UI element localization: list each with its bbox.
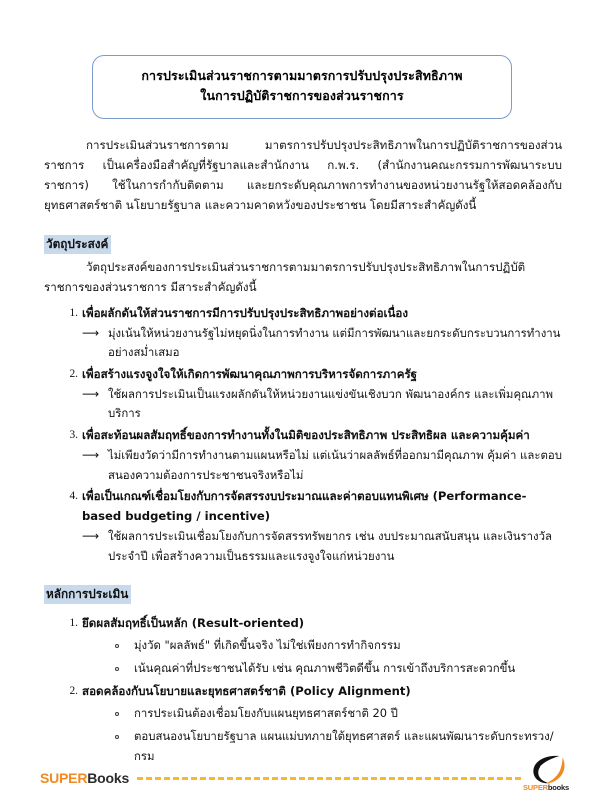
- section-intro-objectives: วัตถุประสงค์ของการประเมินส่วนราชการตามมาตรการปรับปรุงประสิทธิภาพในการปฏิบัติราชการของส่วนราชการ มีสาระสำคัญดังนี้: [44, 259, 526, 294]
- list-item-title: สอดคล้องกับนโยบายและยุทธศาสตร์ชาติ (Policy Alignment): [82, 684, 411, 698]
- logo-wordmark-super: SUPER: [523, 783, 548, 792]
- section-heading-objectives: วัตถุประสงค์: [44, 235, 111, 254]
- document-title-box: [92, 55, 512, 119]
- footer-divider: [137, 777, 521, 780]
- document-body: [44, 136, 562, 769]
- list-item-detail-text: ไม่เพียงวัดว่ามีการทำงานตามแผนหรือไม่ แต่เน้นว่าผลลัพธ์ที่ออกมามีคุณภาพ คุ้มค่า และตอบสนองความต้องการประชาชนจริงหรือไม่: [108, 447, 562, 482]
- list-item-detail: [82, 446, 562, 485]
- sub-list-item: การประเมินต้องเชื่อมโยงกับแผนยุทธศาสตร์ชาติ 20 ปี: [82, 704, 562, 724]
- list-item-detail-text: ใช้ผลการประเมินเป็นแรงผลักดันให้หน่วยงานแข่งขันเชิงบวก พัฒนาองค์กร และเพิ่มคุณภาพบริการ: [108, 386, 554, 421]
- list-item-title: เพื่อเป็นเกณฑ์เชื่อมโยงกับการจัดสรรงบประมาณและค่าตอบแทนพิเศษ (Performance-based budgeting / incentive): [82, 489, 527, 524]
- intro-paragraph: การประเมินส่วนราชการตาม มาตรการปรับปรุงประสิทธิภาพในการปฏิบัติราชการของส่วนราชการ เป็นเครื่องมือสำคัญที่รัฐบาลและสำนักงาน ก.พ.ร. (สำนักงานคณะกรรมการพัฒนาระบบราชการ) ใช้ในการกำกับติดตาม และยกระดับคุณภาพการทำงานของหน่วยงานรัฐให้สอดคล้องกับยุทธศาสตร์ชาติ นโยบายรัฐบาล และความคาดหวังของประชาชน โดยมีสาระสำคัญดังนี้: [44, 138, 562, 212]
- logo-wordmark: [523, 783, 569, 792]
- arrow-right-icon: ⟶: [82, 325, 100, 340]
- superbooks-logo-icon: [523, 754, 569, 794]
- list-item: [44, 426, 562, 485]
- list-item: [44, 614, 562, 679]
- footer-brand-books: Books: [87, 770, 130, 786]
- list-item-detail: [82, 385, 562, 424]
- list-item-detail-text: ใช้ผลการประเมินเชื่อมโยงกับการจัดสรรทรัพยากร เช่น งบประมาณสนับสนุน และเงินรางวัลประจำปี เพื่อสร้างความเป็นธรรมและแรงจูงใจแก่หน่วยงาน: [108, 529, 552, 563]
- sub-bullet-list: [82, 636, 562, 679]
- list-item-detail: [82, 527, 562, 566]
- list-item-title: เพื่อผลักดันให้ส่วนราชการมีการปรับปรุงประสิทธิภาพอย่างต่อเนื่อง: [82, 305, 409, 320]
- page-title-line-1: การประเมินส่วนราชการตามมาตรการปรับปรุงประสิทธิภาพ: [141, 68, 463, 83]
- sub-list-item: มุ่งวัด "ผลลัพธ์" ที่เกิดขึ้นจริง ไม่ใช่เพียงการทำกิจกรรม: [82, 636, 562, 656]
- arrow-right-icon: ⟶: [82, 447, 100, 462]
- sub-list-item: เน้นคุณค่าที่ประชาชนได้รับ เช่น คุณภาพชีวิตดีขึ้น การเข้าถึงบริการสะดวกขึ้น: [82, 659, 562, 679]
- page-title-line-2: ในการปฏิบัติราชการของส่วนราชการ: [200, 87, 404, 103]
- arrow-right-icon: ⟶: [82, 386, 100, 401]
- objectives-list: [44, 304, 562, 567]
- list-item-title: เพื่อสร้างแรงจูงใจให้เกิดการพัฒนาคุณภาพการบริหารจัดการภาครัฐ: [82, 366, 418, 381]
- sub-list-item: ตอบสนองนโยบายรัฐบาล แผนแม่บทภายใต้ยุทธศาสตร์ และแผนพัฒนาระดับกระทรวง/กรม: [82, 727, 562, 767]
- section-objectives: [44, 233, 562, 567]
- list-item-title: เพื่อสะท้อนผลสัมฤทธิ์ของการทำงานทั้งในมิติของประสิทธิภาพ ประสิทธิผล และความคุ้มค่า: [82, 428, 530, 443]
- list-item-detail: [82, 324, 562, 363]
- list-item: [44, 487, 562, 566]
- footer-brand: [40, 770, 129, 786]
- footer-content: [40, 762, 569, 794]
- arrow-right-icon: ⟶: [82, 529, 100, 544]
- page-footer: [0, 738, 603, 804]
- list-item-detail-text: มุ่งเน้นให้หน่วยงานรัฐไม่หยุดนิ่งในการทำงาน แต่มีการพัฒนาและยกระดับกระบวนการทำงานอย่างสม่ำเสมอ: [108, 325, 561, 360]
- list-item: [44, 365, 562, 424]
- list-item: [44, 304, 562, 363]
- logo-wordmark-books: books: [547, 783, 569, 792]
- section-heading-principles: หลักการประเมิน: [44, 585, 131, 604]
- list-item-title: ยึดผลสัมฤทธิ์เป็นหลัก (Result-oriented): [82, 616, 305, 631]
- footer-brand-super: SUPER: [40, 770, 88, 786]
